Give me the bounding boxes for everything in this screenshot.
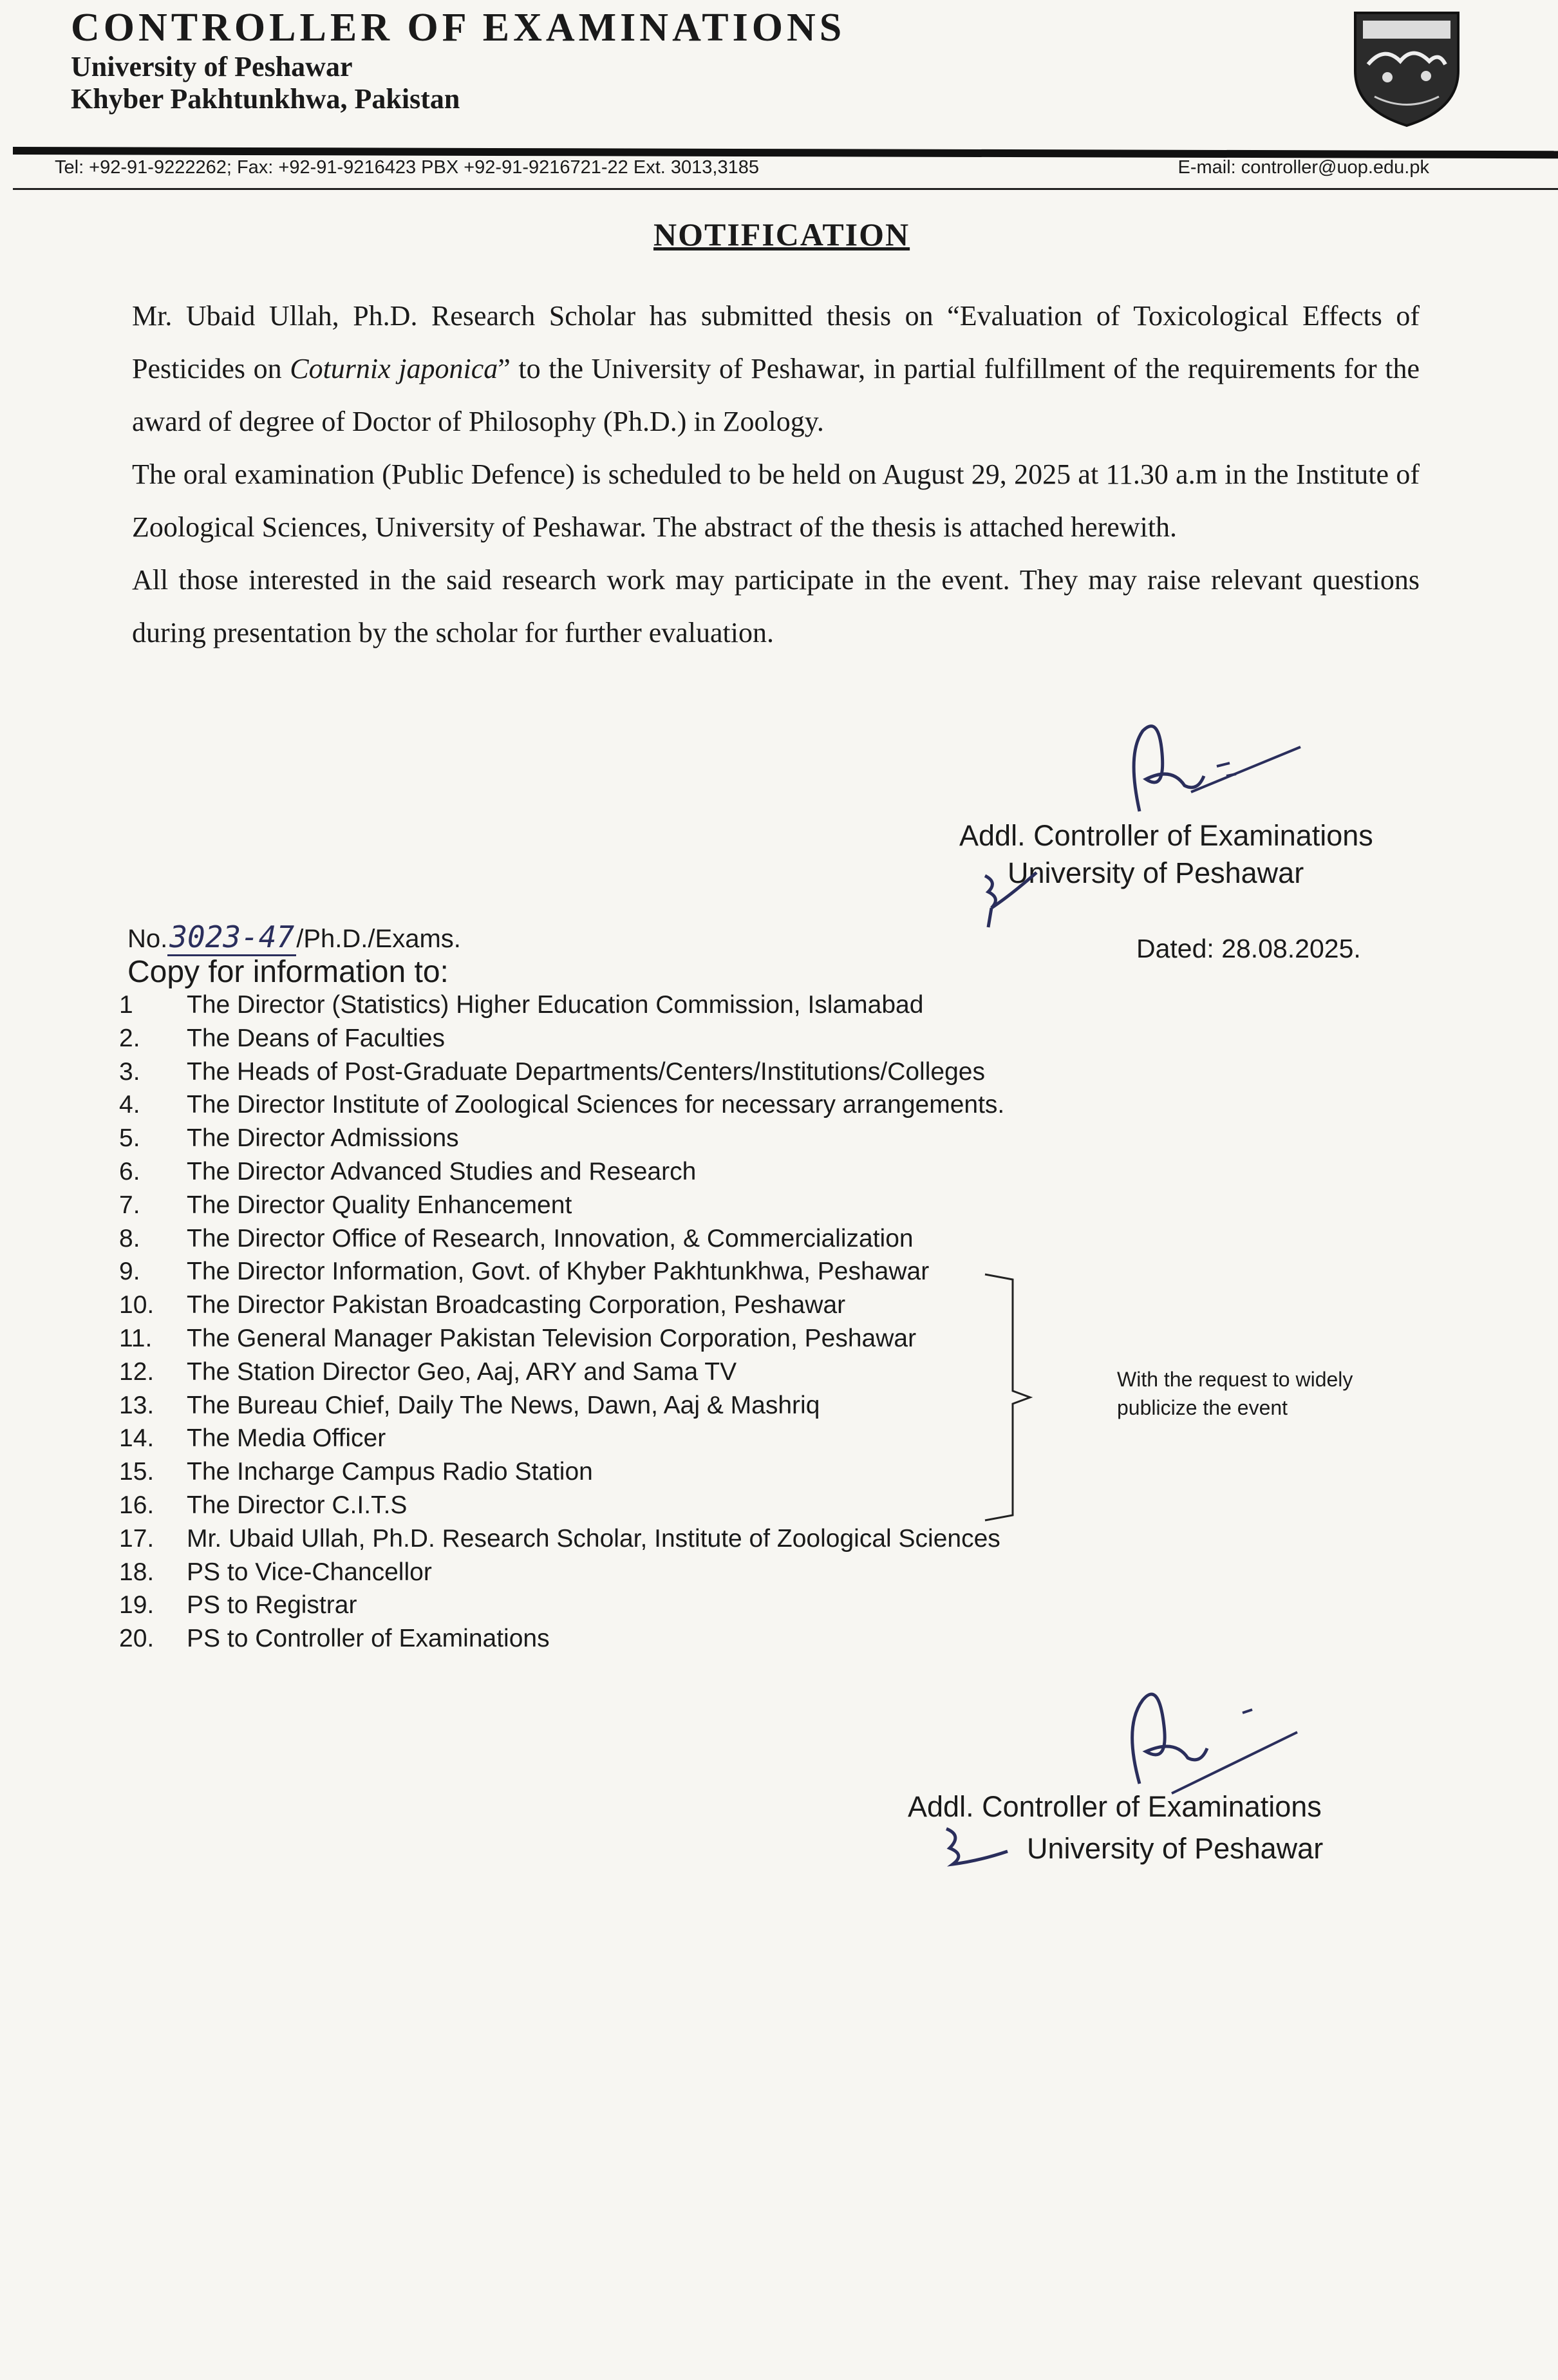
- letterhead-rule-thin: [13, 188, 1558, 190]
- list-item: [119, 1455, 1085, 1489]
- list-item: [119, 1589, 1085, 1622]
- contact-email: E-mail: controller@uop.edu.pk: [1178, 157, 1429, 178]
- list-item-number: 10.: [119, 1291, 155, 1319]
- list-item-text: The Director C.I.T.S: [187, 1491, 408, 1519]
- list-item-number: 14.: [119, 1424, 155, 1453]
- list-item: [119, 1355, 1085, 1389]
- list-item-number: 17.: [119, 1524, 155, 1553]
- publicize-note: With the request to widely publicize the event: [1117, 1368, 1353, 1419]
- list-item-text: The Deans of Faculties: [187, 1024, 446, 1052]
- reference-number: No.3023-47/Ph.D./Exams.: [127, 920, 461, 956]
- signature-2-icon: [1114, 1681, 1307, 1797]
- paragraph-3: All those interested in the said research work may participate in the event. They may raise relevant questions during presentation by the scholar for further evaluation.: [132, 564, 1420, 648]
- list-item-number: 6.: [119, 1157, 140, 1185]
- list-item: [119, 1522, 1085, 1556]
- list-item: [119, 1389, 1085, 1422]
- list-item-text: The Director Institute of Zoological Sciences for necessary arrangements.: [187, 1091, 1005, 1119]
- list-item-text: PS to Registrar: [187, 1591, 357, 1620]
- list-item: [119, 1222, 1085, 1256]
- list-item-text: The Director Advanced Studies and Research: [187, 1157, 697, 1185]
- list-item-text: The Director Quality Enhancement: [187, 1191, 572, 1219]
- list-item-number: 15.: [119, 1458, 155, 1486]
- list-item-text: The Incharge Campus Radio Station: [187, 1458, 593, 1486]
- list-item-text: The Director Information, Govt. of Khyber Pakhtunkhwa, Peshawar: [187, 1258, 930, 1286]
- signatory-title-2: Addl. Controller of Examinations: [908, 1790, 1322, 1823]
- letterhead-contact: [55, 157, 1429, 178]
- list-item: [119, 1556, 1085, 1589]
- list-item-number: 20.: [119, 1625, 155, 1653]
- list-item: [119, 988, 1085, 1022]
- date-line: Dated: 28.08.2025.: [1136, 934, 1361, 963]
- list-item-text: The Director Pakistan Broadcasting Corporation, Peshawar: [187, 1291, 846, 1319]
- letterhead-university: University of Peshawar: [71, 51, 353, 82]
- list-item-number: 4.: [119, 1091, 140, 1119]
- list-item-text: The Station Director Geo, Aaj, ARY and Sama TV: [187, 1357, 737, 1386]
- list-item-text: The Media Officer: [187, 1424, 386, 1453]
- contact-phone: Tel: +92-91-9222262; Fax: +92-91-9216423 PBX +92-91-9216721-22 Ext. 3013,3185: [55, 157, 759, 178]
- signatory-university-1: University of Peshawar: [1008, 856, 1304, 889]
- list-item: [119, 1055, 1085, 1089]
- list-item-number: 3.: [119, 1057, 140, 1086]
- list-item-text: The Bureau Chief, Daily The News, Dawn, Aaj & Mashriq: [187, 1391, 820, 1419]
- list-item: [119, 1155, 1085, 1189]
- list-item-text: PS to Vice-Chancellor: [187, 1558, 432, 1586]
- list-item: [119, 1322, 1085, 1355]
- reference-number-handwritten: 3023-47: [167, 920, 296, 956]
- list-item: [119, 1422, 1085, 1455]
- notification-body: [132, 290, 1420, 659]
- list-item-text: The Heads of Post-Graduate Departments/Centers/Institutions/Colleges: [187, 1057, 985, 1086]
- list-item: [119, 1088, 1085, 1122]
- list-item-text: The General Manager Pakistan Television Corporation, Peshawar: [187, 1324, 917, 1352]
- list-item-number: 11.: [119, 1324, 153, 1352]
- list-item-text: PS to Controller of Examinations: [187, 1625, 550, 1653]
- signature-1-icon: [1114, 715, 1307, 824]
- initials-2-icon: [934, 1822, 1011, 1880]
- list-item-number: 2.: [119, 1024, 140, 1052]
- paragraph-1: Mr. Ubaid Ullah, Ph.D. Research Scholar has submitted thesis on “Evaluation of Toxicological Effects of Pesticides on Coturnix japonica” to the University of Peshawar, in partial fulfillment of the requirements for the award of degree of Doctor of Philosophy (Ph.D.) in Zoology.: [132, 300, 1420, 437]
- list-item-number: 8.: [119, 1224, 140, 1252]
- list-item-text: The Director Office of Research, Innovation, & Commercialization: [187, 1224, 914, 1252]
- list-item-text: The Director (Statistics) Higher Education Commission, Islamabad: [187, 991, 924, 1019]
- list-item: [119, 1022, 1085, 1055]
- signatory-university-2: University of Peshawar: [1027, 1832, 1324, 1865]
- list-item: [119, 1255, 1085, 1289]
- species-name: Coturnix japonica: [290, 353, 498, 384]
- list-item: [119, 1289, 1085, 1322]
- list-item-text: Mr. Ubaid Ullah, Ph.D. Research Scholar, Institute of Zoological Sciences: [187, 1524, 1000, 1553]
- list-item-number: 9.: [119, 1258, 140, 1286]
- copy-recipient-list: [119, 988, 1085, 1656]
- list-item-number: 1: [119, 991, 133, 1019]
- brace-icon: [982, 1272, 1033, 1523]
- initials-1-icon: [972, 863, 1043, 934]
- list-item-number: 5.: [119, 1124, 140, 1153]
- list-item-number: 16.: [119, 1491, 155, 1519]
- list-item-number: 7.: [119, 1191, 140, 1219]
- list-item: [119, 1489, 1085, 1522]
- notification-heading: NOTIFICATION: [653, 216, 910, 252]
- list-item: [119, 1122, 1085, 1155]
- list-item-number: 19.: [119, 1591, 155, 1620]
- list-item: [119, 1189, 1085, 1222]
- list-item-text: The Director Admissions: [187, 1124, 459, 1153]
- list-item-number: 13.: [119, 1391, 155, 1419]
- list-item-number: 18.: [119, 1558, 155, 1586]
- letterhead-title: CONTROLLER OF EXAMINATIONS: [71, 6, 846, 50]
- list-item-number: 12.: [119, 1357, 155, 1386]
- signatory-title-1: Addl. Controller of Examinations: [959, 819, 1373, 852]
- letterhead-province: Khyber Pakhtunkhwa, Pakistan: [71, 83, 460, 115]
- copy-heading: Copy for information to:: [127, 955, 449, 989]
- list-item: [119, 1622, 1085, 1656]
- university-crest-icon: [1349, 0, 1465, 129]
- paragraph-2: The oral examination (Public Defence) is scheduled to be held on August 29, 2025 at 11.30 a.m in the Institute of Zoological Sciences, University of Peshawar. The abstract of the thesis is attached herewith.: [132, 458, 1420, 543]
